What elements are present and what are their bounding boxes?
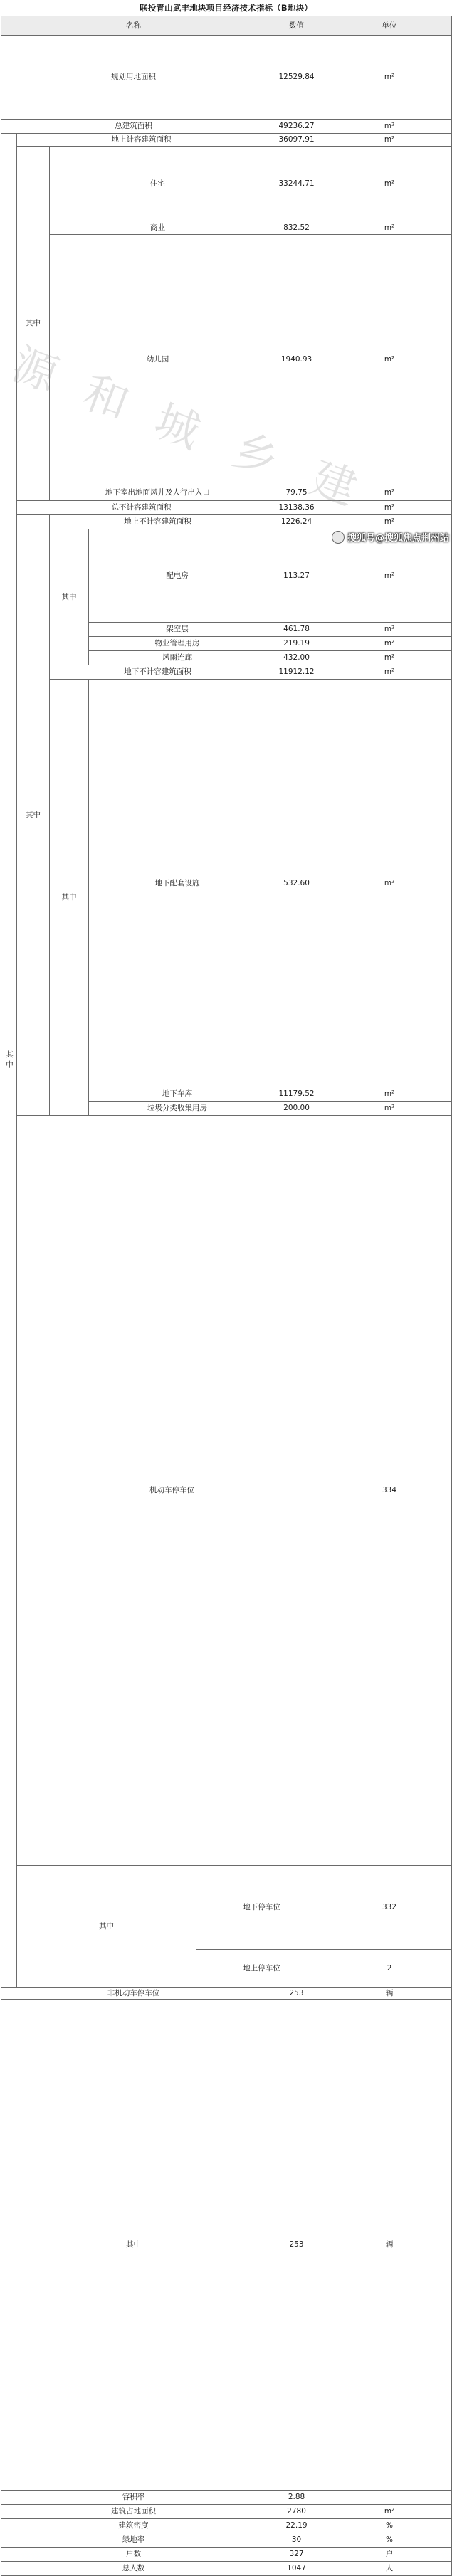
sohu-source-badge bbox=[332, 530, 449, 544]
table-row: 地下室出地面风井及人行出入口 79.75 m² bbox=[1, 485, 452, 501]
table-row: 规划用地面积 12529.84 m² bbox=[1, 36, 452, 120]
table-row: 户数 327 户 bbox=[1, 2548, 452, 2562]
group-label: 其中 bbox=[1, 134, 17, 1988]
table-row: 总人数 1047 人 bbox=[1, 2562, 452, 2576]
badge-text: 搜狐号@搜狐焦点荆州站 bbox=[347, 533, 449, 544]
sohu-fox-icon bbox=[332, 531, 345, 544]
group-label: 其中 bbox=[50, 680, 89, 1116]
header-name: 名称 bbox=[1, 16, 266, 36]
table-title: 联投青山武丰地块项目经济技术指标（B地块） bbox=[140, 3, 312, 13]
table-row: 其中 253 辆 bbox=[1, 2000, 452, 2491]
watermark-char: 源 bbox=[5, 337, 65, 402]
table-row: 非机动车停车位 253 辆 bbox=[1, 1988, 452, 2000]
watermark-char: 城 bbox=[147, 394, 207, 459]
table-row: 物业管理用房 219.19 m² bbox=[1, 637, 452, 651]
table-row: 其中 配电房 113.27 m² bbox=[1, 529, 452, 623]
header-unit: 单位 bbox=[327, 16, 452, 36]
table-row: 绿地率 30 % bbox=[1, 2533, 452, 2548]
table-row: 幼儿园 1940.93 m² bbox=[1, 235, 452, 485]
table-row: 垃圾分类收集用房 200.00 m² bbox=[1, 1102, 452, 1116]
group-label: 其中 bbox=[17, 515, 50, 1116]
table-row: 其中 地上不计容建筑面积 1226.24 m² bbox=[1, 515, 452, 529]
indicator-table bbox=[1, 16, 452, 2576]
table-row: 其中 地下停车位 332 bbox=[1, 1866, 452, 1950]
watermark-char: 乡 bbox=[226, 423, 285, 487]
table-row: 商业 832.52 m² bbox=[1, 221, 452, 235]
table-row: 建筑密度 22.19 % bbox=[1, 2519, 452, 2533]
group-label: 其中 bbox=[17, 147, 50, 501]
table-row: 其中 地下配套设施 532.60 m² bbox=[1, 680, 452, 1087]
watermark-char: 建 bbox=[304, 451, 364, 516]
table-row: 架空层 461.78 m² bbox=[1, 623, 452, 637]
watermark-char: 和 bbox=[76, 366, 136, 431]
header-value: 数值 bbox=[266, 16, 327, 36]
table-row: 地下不计容建筑面积 11912.12 m² bbox=[1, 665, 452, 680]
group-label: 其中 bbox=[17, 1866, 196, 1988]
table-row: 总不计容建筑面积 13138.36 m² bbox=[1, 501, 452, 515]
table-row: 风雨连廊 432.00 m² bbox=[1, 651, 452, 665]
table-row: 建筑占地面积 2780 m² bbox=[1, 2505, 452, 2519]
group-label: 其中 bbox=[50, 529, 89, 665]
table-row: 地上停车位 2 bbox=[1, 1950, 452, 1988]
table-row: 其中 地上计容建筑面积 36097.91 m² bbox=[1, 134, 452, 147]
table-row: 总建筑面积 49236.27 m² bbox=[1, 120, 452, 134]
table-row: 其中 住宅 33244.71 m² bbox=[1, 147, 452, 221]
table-row: 地下车库 11179.52 m² bbox=[1, 1087, 452, 1102]
table-row: 容积率 2.88 bbox=[1, 2491, 452, 2505]
table-row: 机动车停车位 334 bbox=[1, 1116, 452, 1866]
header-row bbox=[1, 16, 452, 36]
